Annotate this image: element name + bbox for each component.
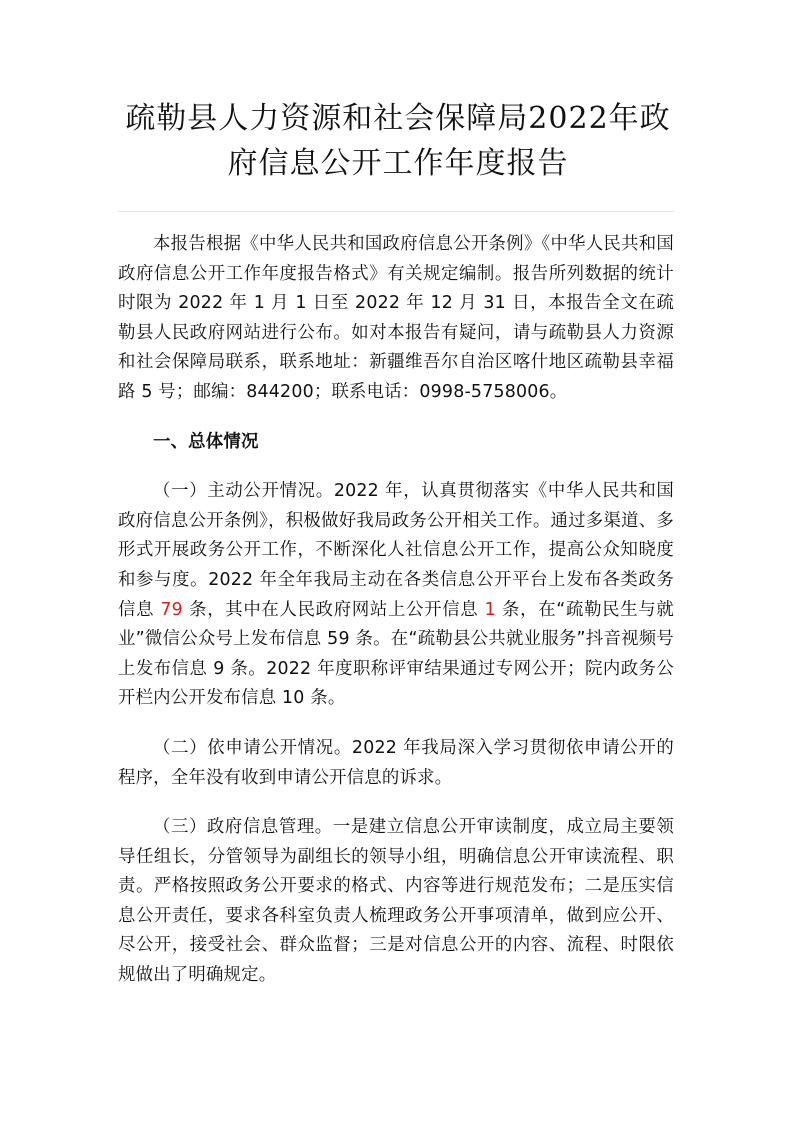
- para1-text-a: （一）主动公开情况。2022 年，认真贯彻落实《中华人民共和国政府信息公开条例》，积极做好我局政务公开相关工作。通过多渠道、多形式开展政务公开工作，不断深化人社信息公开工作，提高公众知晓度和参与度。2022 年全年我局主动在各类信息公开平台上发布各类政务信息: [118, 481, 674, 620]
- title-line-2: 府信息公开工作年度报告: [227, 146, 569, 181]
- proactive-disclosure-paragraph: [118, 477, 674, 714]
- website-count-highlight: 1: [484, 599, 496, 620]
- application-disclosure-paragraph: （二）依申请公开情况。2022 年我局深入学习贯彻依申请公开的程序，全年没有收到申请公开信息的诉求。: [118, 737, 674, 788]
- information-management-paragraph: （三）政府信息管理。一是建立信息公开审读制度，成立局主要领导任组长，分管领导为副组长的领导小组，明确信息公开审读流程、职责。严格按照政务公开要求的格式、内容等进行规范发布；二是压实信息公开责任，要求各科室负责人梳理政务公开事项清单，做到应公开、尽公开，接受社会、群众监督；三是对信息公开的内容、流程、时限依规做出了明确规定。: [118, 817, 674, 986]
- para1-text-c: 条，在“疏勒民生与就业”微信公众号上发布信息 59 条。在“疏勒县公共就业服务”抖音视频号上发布信息 9 条。2022 年度职称评审结果通过专网公开；院内政务公开栏内公开发布信息 10 条。: [118, 599, 674, 709]
- report-title: [118, 96, 678, 186]
- report-body: [118, 230, 674, 991]
- title-divider: [118, 211, 674, 212]
- para1-text-b: 条，其中在人民政府网站上公开信息: [182, 599, 485, 620]
- intro-paragraph: 本报告根据《中华人民共和国政府信息公开条例》《中华人民共和国政府信息公开工作年度报告格式》有关规定编制。报告所列数据的统计时限为 2022 年 1 月 1 日至 2022 年 12 月 31 日，本报告全文在疏勒县人民政府网站进行公布。如对本报告有疑问，请与疏勒县人力资源和社会保障局联系，联系地址：新疆维吾尔自治区喀什地区疏勒县幸福路 5 号；邮编：844200；联系电话：0998-5758006。: [118, 234, 674, 402]
- total-count-highlight: 79: [160, 599, 183, 620]
- title-line-1: 疏勒县人力资源和社会保障局2022年政: [125, 101, 671, 136]
- section-heading-overview: 一、总体情况: [153, 431, 259, 452]
